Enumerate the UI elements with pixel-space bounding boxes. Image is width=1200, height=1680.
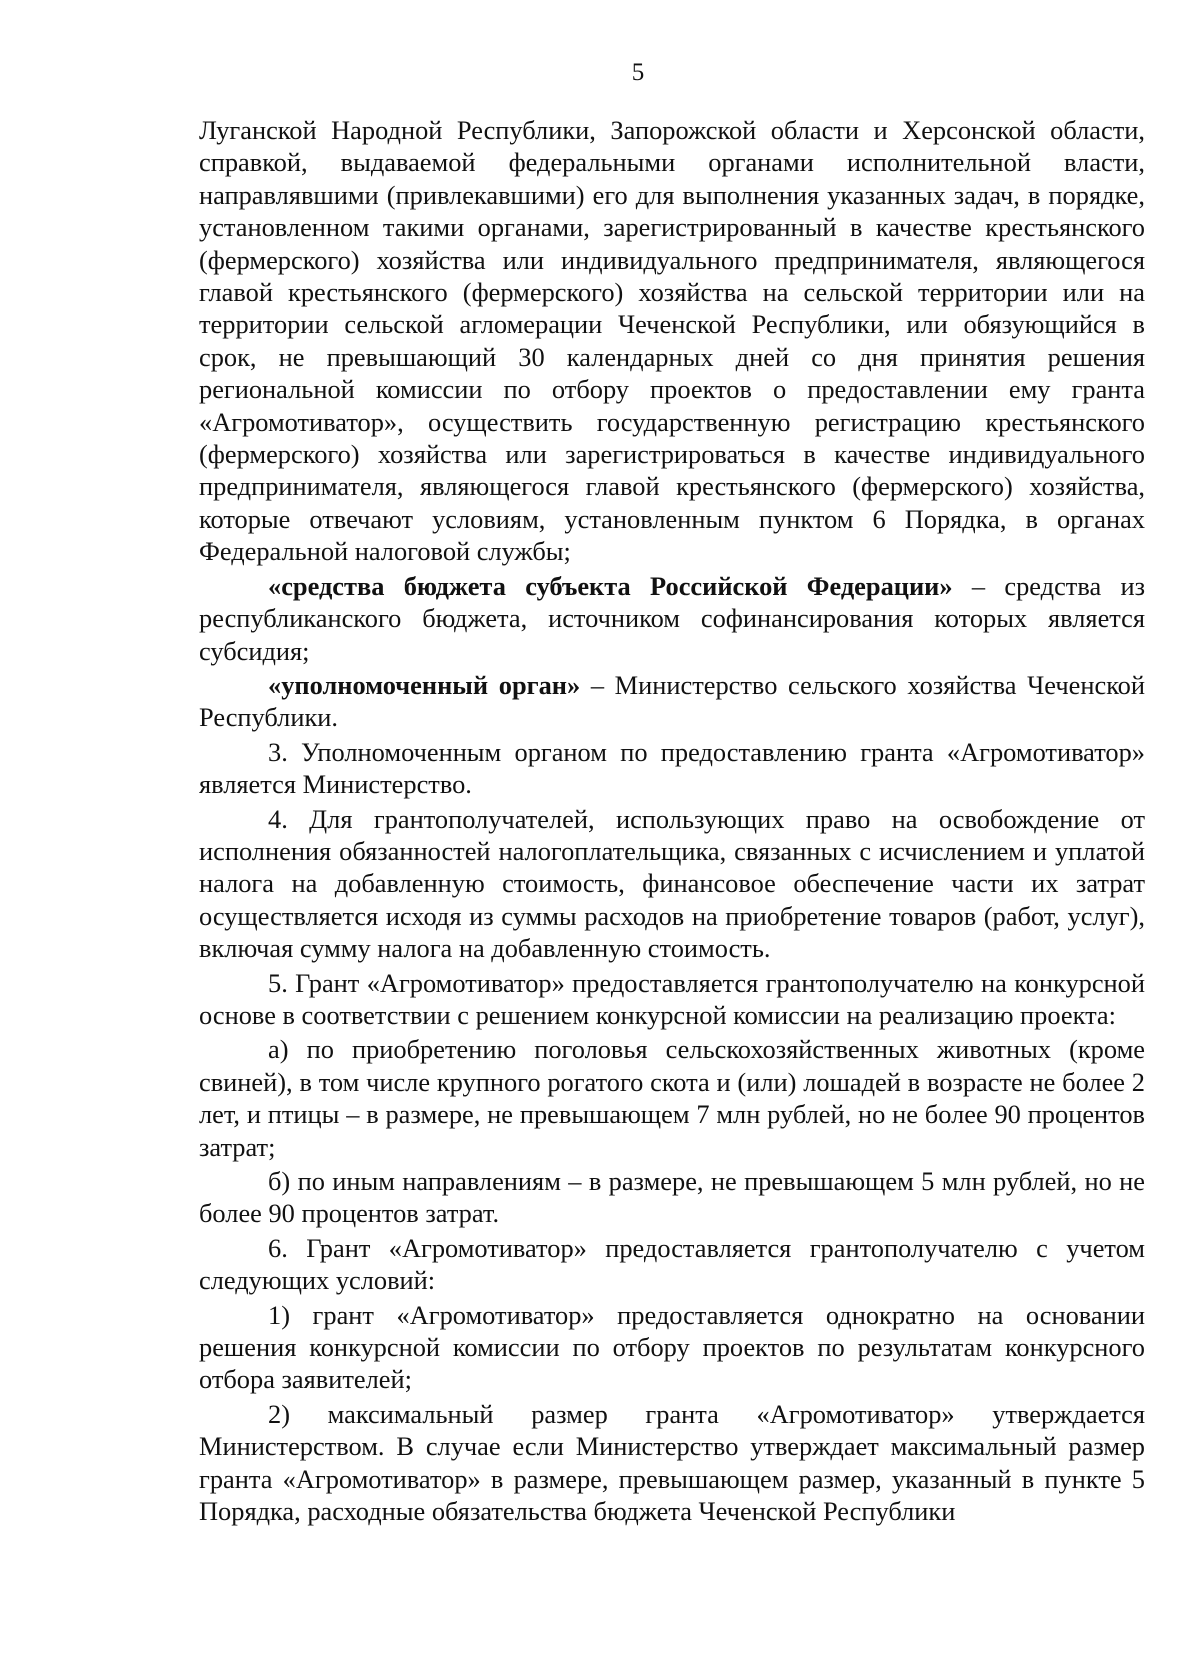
clause-3: 3. Уполномоченным органом по предоставлению гранта «Агромотиватор» является Министерство. xyxy=(199,736,1145,800)
page-number: 5 xyxy=(631,59,645,86)
definition-term: «средства бюджета субъекта Российской Федерации» xyxy=(268,570,953,601)
definition-budget-funds xyxy=(199,570,1145,667)
definition-text: – средства из республиканского бюджета, источником софинансирования которых является субсидия; xyxy=(199,570,1145,666)
clause-5-b: б) по иным направлениям – в размере, не превышающем 5 млн рублей, но не более 90 процентов затрат. xyxy=(199,1166,1145,1229)
document-body xyxy=(199,114,1145,1527)
clause-6: 6. Грант «Агромотиватор» предоставляется грантополучателю с учетом следующих условий: xyxy=(199,1232,1145,1296)
definition-term: «уполномоченный орган» xyxy=(268,669,581,700)
clause-5: 5. Грант «Агромотиватор» предоставляется грантополучателю на конкурсной основе в соответствии с решением конкурсной комиссии на реализацию проекта: xyxy=(199,967,1145,1030)
clause-6-2: 2) максимальный размер гранта «Агромотиватор» утверждается Министерством. В случае если Министерство утверждает максимальный размер гранта «Агромотиватор» в размере, превышающем размер, указанный в пункте 5 Порядка, расходные обязательства бюджета Чеченской Республики xyxy=(199,1398,1145,1527)
clause-5-a: а) по приобретению поголовья сельскохозяйственных животных (кроме свиней), в том числе крупного рогатого скота и (или) лошадей в возрасте не более 2 лет, и птицы – в размере, не превышающем 7 млн рублей, но не более 90 процентов затрат; xyxy=(199,1034,1145,1162)
definition-text: – Министерство сельского хозяйства Чеченской Республики. xyxy=(199,669,1145,733)
clause-4: 4. Для грантополучателей, использующих право на освобождение от исполнения обязанностей налогоплательщика, связанных с исчислением и уплатой налога на добавленную стоимость, финансовое обеспечение части их затрат осуществляется исходя из суммы расходов на приобретение товаров (работ, услуг), включая сумму налога на добавленную стоимость. xyxy=(199,803,1145,964)
paragraph-continuation: Луганской Народной Республики, Запорожской области и Херсонской области, справкой, выдаваемой федеральными органами исполнительной власти, направлявшими (привлекавшими) его для выполнения указанных задач, в порядке, установленном такими органами, зарегистрированный в качестве крестьянского (фермерского) хозяйства или индивидуального предпринимателя, являющегося главой крестьянского (фермерского) хозяйства на сельской территории или на территории сельской агломерации Чеченской Республики, или обязующийся в срок, не превышающий 30 календарных дней со дня принятия решения региональной комиссии по отбору проектов о предоставлении ему гранта «Агромотиватор», осуществить государственную регистрацию крестьянского (фермерского) хозяйства или зарегистрироваться в качестве индивидуального предпринимателя, являющегося главой крестьянского (фермерского) хозяйства, которые отвечают условиям, установленным пунктом 6 Порядка, в органах Федеральной налоговой службы; xyxy=(199,115,1145,567)
clause-6-1: 1) грант «Агромотиватор» предоставляется однократно на основании решения конкурсной комиссии по отбору проектов по результатам конкурсного отбора заявителей; xyxy=(199,1299,1145,1395)
definition-authorized-body xyxy=(199,669,1145,734)
